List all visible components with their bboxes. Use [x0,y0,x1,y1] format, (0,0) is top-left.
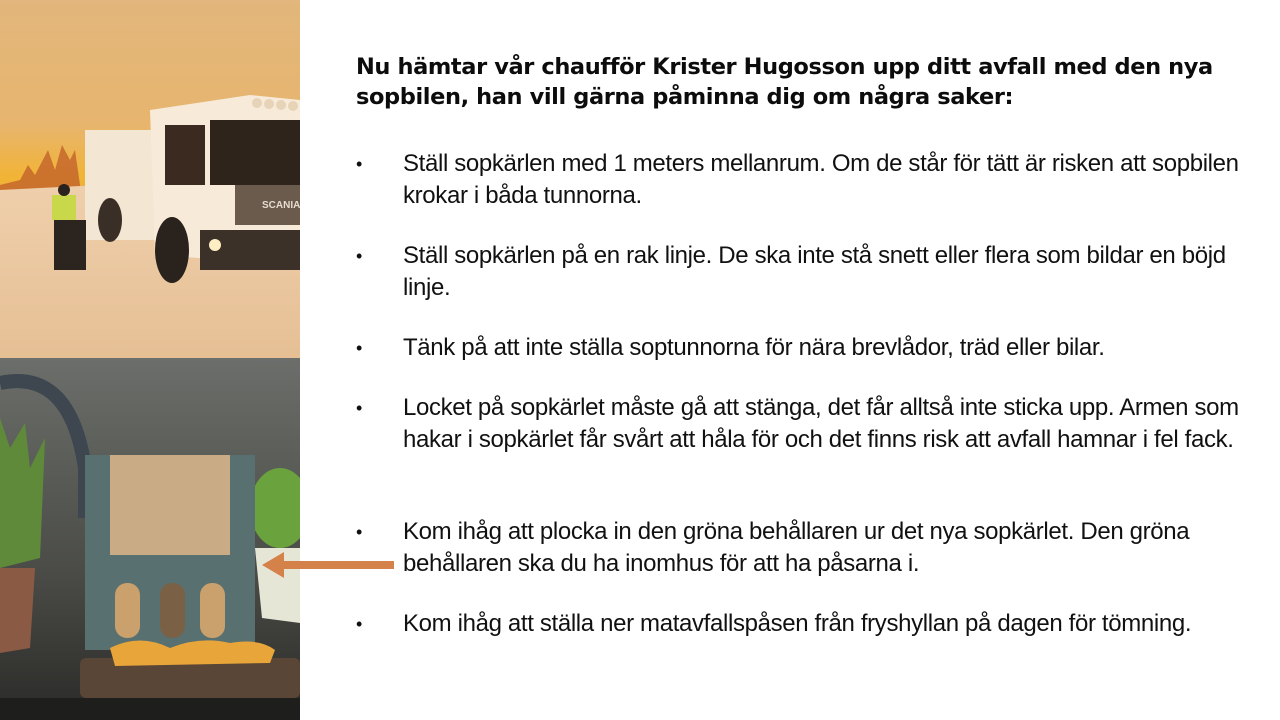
food-waste-holder-photo [0,358,300,720]
list-item [356,148,1256,212]
list-item [356,240,1256,304]
list-item-text: Ställ sopkärlen på en rak linje. De ska inte stå snett eller flera som bildar en böjd linje. [403,242,1226,301]
bullet-icon: • [356,246,363,266]
list-item-text: Tänk på att inte ställa soptunnorna för nära brevlådor, träd eller bilar. [403,334,1105,361]
slide-content [356,52,1256,637]
slide-heading: Nu hämtar vår chaufför Krister Hugosson upp ditt avfall med den nya sopbilen, han vill gärna påminna dig om några saker: [356,54,1213,110]
bullet-icon: • [356,614,363,634]
list-item-text: Locket på sopkärlet måste gå att stänga, det får alltså inte sticka upp. Armen som hakar i sopkärlet får svårt att håla för och det finns risk att avfall hamnar i fel fack. [403,394,1239,453]
list-item [356,608,1256,640]
truck-brand-label: SCANIA [262,200,300,211]
garbage-truck-photo [0,0,300,358]
bullet-icon: • [356,338,363,358]
list-item-text: Kom ihåg att ställa ner matavfallspåsen från fryshyllan på dagen för tömning. [403,610,1192,637]
list-item [356,332,1256,364]
list-item-text: Ställ sopkärlen med 1 meters mellanrum. Om de står för tätt är risken att sopbilen krokar i båda tunnorna. [403,150,1239,209]
list-item [356,392,1256,456]
bullet-icon: • [356,522,363,542]
bullet-icon: • [356,154,363,174]
list-item [356,516,1256,580]
bullet-icon: • [356,398,363,418]
list-item-text: Kom ihåg att plocka in den gröna behållaren ur det nya sopkärlet. Den gröna behållaren ska du ha inomhus för att ha påsarna i. [403,518,1190,577]
